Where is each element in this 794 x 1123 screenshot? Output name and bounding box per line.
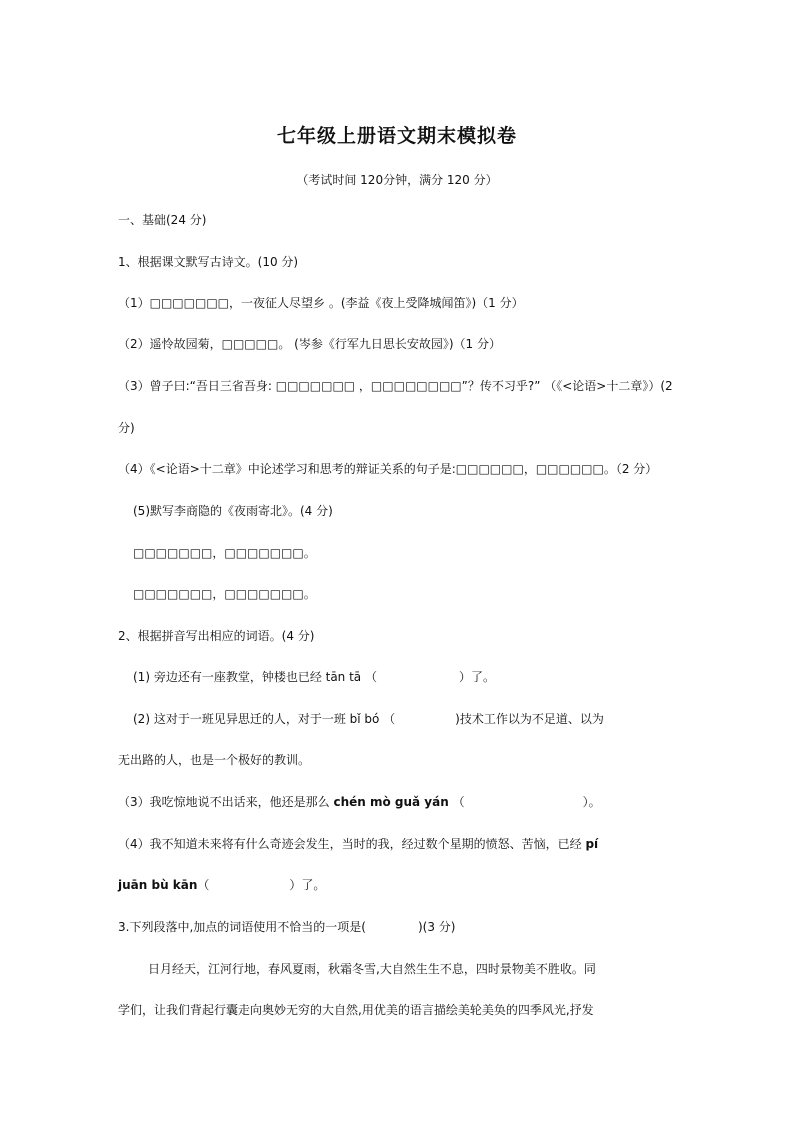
question-2-item-4-wrap <box>118 877 684 893</box>
question-3-score: )(3 分) <box>417 920 456 934</box>
question-1-part-2: （2）遥怜故园菊，□□□□□。 (岑参《行军九日思长安故园》)（1 分） <box>118 337 501 351</box>
page-title: 七年级上册语文期末模拟卷 <box>276 125 517 147</box>
question-1-part-5: (5)默写李商隐的《夜雨寄北》。(4 分) <box>133 504 333 518</box>
poem-line-1: □□□□□□□，□□□□□□□。 <box>133 546 316 560</box>
question-1-part-3: （3）曾子曰:“吾日三省吾身: □□□□□□□ ，□□□□□□□□”？传不习乎?” （《<论语>十二章》）(2 <box>118 379 673 393</box>
item-3-text-end: ）。 <box>582 795 601 809</box>
item-2-text: (2) 这对于一班见异思迁的人，对于一班 bǐ bó （ <box>133 712 396 726</box>
question-1-part-3-wrap: 分) <box>118 421 135 435</box>
question-3-heading <box>118 919 684 935</box>
question-1-heading: 1、根据课文默写古诗文。(10 分) <box>118 255 299 269</box>
item-3-paren: （ <box>448 795 465 809</box>
item-4-pinyin-1: pí <box>585 837 599 851</box>
passage-line-1: 日月经天，江河行地，春风夏雨，秋霜冬雪,大自然生生不息，四时景物美不胜收。同 <box>148 962 596 976</box>
item-2-text-end: )技术工作以为不足道、以为 <box>455 712 604 726</box>
item-4-text: （4）我不知道未来将有什么奇迹会发生，当时的我，经过数个星期的愤怒、苦恼，已经 <box>118 837 586 851</box>
question-2-item-2 <box>133 711 684 727</box>
item-3-text: （3）我吃惊地说不出话来，他还是那么 <box>118 795 334 809</box>
question-2-item-3 <box>118 794 684 810</box>
question-2-heading: 2、根据拼音写出相应的词语。(4 分) <box>118 629 315 643</box>
exam-subtitle: （考试时间 120分钟，满分 120 分） <box>296 173 498 187</box>
passage-line-2: 学们，让我们背起行囊走向奥妙无穷的大自然,用优美的语言描绘美轮美奂的四季风光,抒发 <box>118 1003 594 1017</box>
item-4-paren: （ <box>197 878 210 892</box>
poem-line-2: □□□□□□□，□□□□□□□。 <box>133 587 316 601</box>
item-4-pinyin-2: juān bù kān <box>118 878 198 892</box>
question-1-part-4: （4）《<论语>十二章》中论述学习和思考的辩证关系的句子是:□□□□□□，□□□□□□。（2 分） <box>118 462 658 476</box>
section-heading: 一、基础(24 分) <box>118 213 207 227</box>
item-1-text: (1) 旁边还有一座教堂，钟楼也已经 tān tā （ <box>133 670 377 684</box>
item-3-pinyin: chén mò guǎ yán <box>333 795 449 809</box>
question-3-text: 3.下列段落中,加点的词语使用不恰当的一项是( <box>118 920 366 934</box>
question-2-item-4 <box>118 836 684 852</box>
item-1-text-end: ）了。 <box>458 670 495 684</box>
question-1-part-1: （1）□□□□□□□，一夜征人尽望乡 。(李益《夜上受降城闻笛》)（1 分） <box>118 296 524 310</box>
question-2-item-2-wrap: 无出路的人，也是一个极好的教训。 <box>118 753 311 767</box>
question-2-item-1 <box>133 669 684 685</box>
item-4-text-end: ）了。 <box>289 878 326 892</box>
